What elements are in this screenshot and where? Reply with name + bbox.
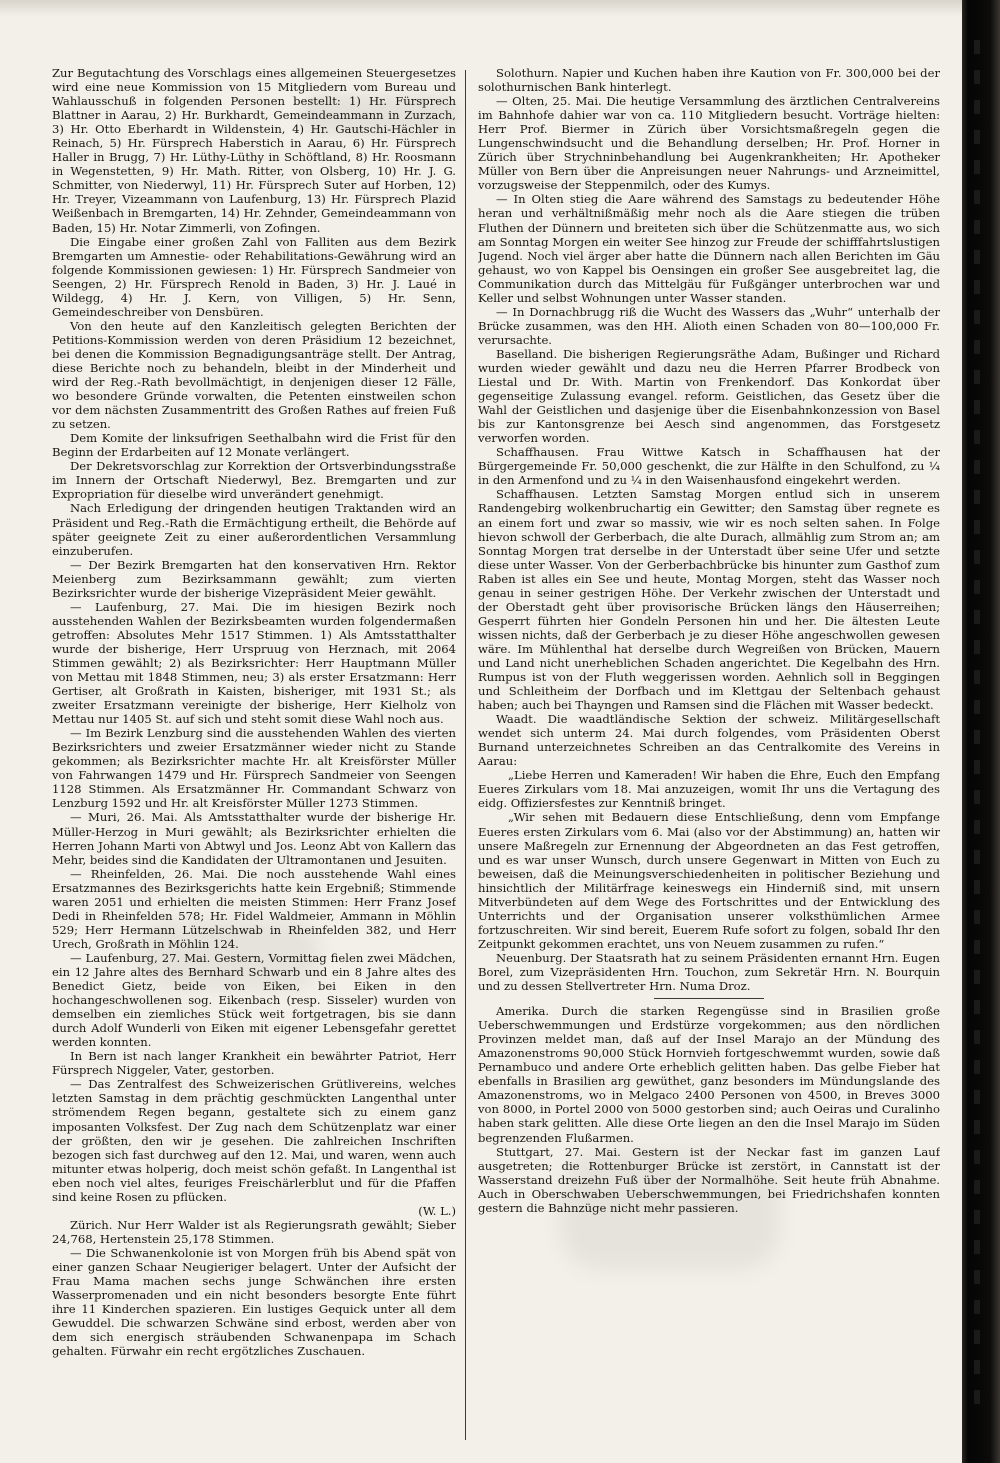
article-rheinfelden-elections: — Rheinfelden, 26. Mai. Die noch ausstehende Wahl eines Ersatzmannes des Bezirksgerichts hatte kein Ergebniß; Stimmende waren 2051 und erhielten die meisten Stimmen: Herr Franz Josef Dedi in Rheinfelden 578; Hr. Fidel Waldmeier, Ammann in Möhlin 529; Herr Hermann Lützelschwab in Rheinfelden 382, und Herr Urech, Großrath in Möhlin 124. [52,866,456,951]
article-baselland: Baselland. Die bisherigen Regierungsräthe Adam, Bußinger und Richard wurden wieder gewählt und dazu neu die Herren Pfarrer Brodbeck von Liestal und Dr. With. Martin von Frenkendorf. Das Konkordat über gegenseitige Zulassung evangel. reform. Geistlichen, das Gesetz über die Wahl der Geistlichen und dasjenige über die Eisenbahnkonzession von Basel bis zur Kantonsgrenze bei Aesch sind angenommen, das Forstgesetz verworfen worden. [478,346,940,446]
left-column [52,66,456,1446]
article-lenzburg-elections: — Im Bezirk Lenzburg sind die ausstehenden Wahlen des vierten Bezirksrichters und zweier Ersatzmänner wieder nicht zu Stande gekommen; als Bezirksrichter machte Hr. alt Kreisförster Müller von Fahrwangen 1479 und Hr. Fürsprech Sandmeier von Seengen 1128 Stimmen. Als Ersatzmänner Hr. Commandant Schwarz von Lenzburg 1592 und Hr. alt Kreisförster Müller 1273 Stimmen. [52,726,456,811]
article-bremgarten-district: — Der Bezirk Bremgarten hat den konservativen Hrn. Rektor Meienberg zum Bezirksammann gewählt; zum vierten Bezirksrichter wurde der bisherige Vizepräsident Meier gewählt. [52,557,456,600]
article-tax-commission: Zur Begutachtung des Vorschlags eines allgemeinen Steuergesetzes wird eine neue Kommission von 15 Mitgliedern vom Bureau und Wahlausschuß in folgenden Personen bestellt: 1) Hr. Fürsprech Blattner in Aarau, 2) Hr. Burkhardt, Gemeindeammann in Zurzach, 3) Hr. Otto Eberhardt in Wildenstein, 4) Hr. Gautschi-Hächler in Reinach, 5) Hr. Fürsprech Haberstich in Aarau, 6) Hr. Fürsprech Haller in Brugg, 7) Hr. Lüthy-Lüthy in Schöftland, 8) Hr. Roosmann in Wegenstetten, 9) Hr. Math. Ritter, von Olsberg, 10) Hr. J. G. Schmitter, von Niederwyl, 11) Hr. Fürsprech Suter auf Horben, 12) Hr. Treyer, Vizeammann von Laufenburg, 13) Hr. Fürsprech Plazid Weißenbach in Bremgarten, 14) Hr. Zehnder, Gemeindeammann von Baden, 15) Hr. Notar Zimmerli, von Zofingen. [52,66,456,235]
column-rule [465,70,466,1440]
article-bremgarten-amnesty: Die Eingabe einer großen Zahl von Falliten aus dem Bezirk Bremgarten um Amnestie- oder Rehabilitations-Gewährung wird an folgende Kommissionen gewiesen: 1) Hr. Fürsprech Sandmeier von Seengen, 2) Hr. Fürsprech Renold in Baden, 3) Hr. J. Laué in Wildegg, 4) Hr. J. Kern, von Villigen, 5) Hr. Senn, Gemeindeschreiber von Densbüren. [52,234,456,319]
article-olten-flood: — In Olten stieg die Aare während des Samstags zu bedeutender Höhe heran und verhältnißmäßig mehr noch als die Aare stiegen die trüben Fluthen der Dünnern und breiteten sich über die Schützenmatte aus, wo sich am Sonntag Morgen ein weiter See hinzog zur Freude der schifffahrtslustigen Jugend. Noch viel ärger aber hatte die Dünnern nach allen Berichten im Gäu gehaust, wo von Kappel bis Oensingen ein großer See ausgebreitet lag, die Communikation durch das Mittelgäu für Fußgänger unterbrochen war und Keller und selbst Wohnungen unter Wasser standen. [478,192,940,305]
article-waadt-letter-2: „Wir sehen mit Bedauern diese Entschließung, denn vom Empfange Eueres ersten Zirkulars vom 6. Mai (also vor der Abstimmung) an, hatten wir unsere Maßregeln zur Ernennung der Abgeordneten an das Fest getroffen, und es war unser Wunsch, durch unsere Gegenwart in Mitten von Euch zu beweisen, daß die Meinungsverschiedenheiten in politischer Beziehung und hinsichtlich der Militärfrage keineswegs ein Hinderniß sind, mit unsern Mitverbündeten auf dem Wege des Fortschrittes und der Entwicklung des Unterrichts und der Organisation unserer volksthümlichen Armee fortzuschreiten. Wir sind bereit, Euerem Rufe sofort zu folgen, sobald Ihr den Zeitpunkt gekommen erachtet, uns von Neuem zusammen zu rufen.“ [478,810,940,951]
section-divider [654,998,764,999]
article-olten-doctors: — Olten, 25. Mai. Die heutige Versammlung des ärztlichen Centralvereins im Bahnhofe dahier war von ca. 110 Mitgliedern besucht. Vorträge hielten: Herr Prof. Biermer in Zürich über Vorsichtsmaßregeln gegen die Lungenschwindsucht und die Behandlung derselben; Hr. Prof. Horner in Zürich über Strychninbehandlung bei Augenkrankheiten; Hr. Apotheker Müller von Bern über die Anpreisungen neuer Nahrungs- und Arzneimittel, vorzugsweise der Steppenmilch, oder des Kumys. [478,94,940,193]
article-laufenburg-rescue: — Laufenburg, 27. Mai. Gestern, Vormittag fielen zwei Mädchen, ein 12 Jahre altes des Bernhard Schwarb und ein 8 Jahre altes des Benedict Gietz, beide von Eiken, bei Eiken in den hochangeschwollenen sog. Eikenbach (resp. Sisseler) wurden von demselben ein ziemliches Stück weit fortgetragen, bis sie dann durch Adolf Wunderli von Eiken mit eigener Lebensgefahr gerettet werden konnten. [52,950,456,1050]
article-stuttgart: Stuttgart, 27. Mai. Gestern ist der Neckar fast im ganzen Lauf ausgetreten; die Rottenburger Brücke ist zerstört, in Cannstatt ist der Wasserstand dreizehn Fuß über der Normalhöhe. Seit heute früh Abnahme. Auch in Oberschwaben Ueberschwemmungen, bei Friedrichshafen konnten gestern die Bahnzüge nicht mehr passieren. [478,1144,940,1215]
article-amerika: Amerika. Durch die starken Regengüsse sind in Brasilien große Ueberschwemmungen und Erdstürze vorgekommen; aus den nördlichen Provinzen meldet man, daß auf der Insel Marajo an der Mündung des Amazonenstroms 90,000 Stück Hornvieh fortgeschwemmt wurden, sowie daß Pernambuco und andere Orte erheblich gelitten haben. Das gelbe Fieber hat ebenfalls in Brasilien arg gewüthet, ganz besonders im Mündungslande des Amazonenstroms, wo in Melgaco 2400 Personen von 4500, in Breves 3000 von 8000, in Portel 2000 von 5000 gestorben sind; auch Oeiras und Curalinho haben stark gelitten. Alle diese Orte liegen an den die Insel Marajo im Süden begrenzenden Flußarmen. [478,1004,940,1145]
scan-dark-edge [962,0,1000,1463]
article-bern-obituary: In Bern ist nach langer Krankheit ein bewährter Patriot, Herr Fürsprech Niggeler, Vater, gestorben. [52,1049,456,1078]
article-niederwyl-road: Der Dekretsvorschlag zur Korrektion der Ortsverbindungsstraße im Innern der Ortschaft Niederwyl, Bez. Bremgarten und zur Expropriation für dieselbe wird unverändert genehmigt. [52,459,456,502]
article-swan-colony: — Die Schwanenkolonie ist von Morgen früh bis Abend spät von einer ganzen Schaar Neugieriger belagert. Unter der Aufsicht der Frau Mama machen sechs junge Schwänchen ihre ersten Wasserpromenaden und ein nicht besonders besorgte Ente führt ihre 11 Kinderchen spazieren. Ein lustiges Gequick unter all dem Gewuddel. Die schwarzen Schwäne sind erbost, werden aber von dem sich energisch sträubenden Schwanenpapa im Schach gehalten. Fürwahr ein recht ergötzliches Zuschauen. [52,1245,456,1359]
article-extraordinary-session: Nach Erledigung der dringenden heutigen Traktanden wird an Präsident und Reg.-Rath die Ermächtigung ertheilt, die Behörde auf später geeignete Zeit zu einer außerordentlichen Versammlung einzuberufen. [52,501,456,558]
article-signature: (W. L.) [418,1203,456,1218]
article-waadt-letter-1: „Liebe Herren und Kameraden! Wir haben die Ehre, Euch den Empfang Eueres Zirkulars vom 18. Mai anzuzeigen, womit Ihr uns die Vertagung des eidg. Offiziersfestes zur Kenntniß bringet. [478,768,940,811]
right-column [478,66,940,1446]
article-solothurn: Solothurn. Napier und Kuchen haben ihre Kaution von Fr. 300,000 bei der solothurnischen Bank hinterlegt. [478,66,940,95]
scan-top-edge [0,0,962,16]
article-waadt: Waadt. Die waadtländische Sektion der schweiz. Militärgesellschaft wendet sich unterm 24. Mai durch folgendes, vom Präsidenten Oberst Burnand unterzeichnetes Schreiben an das Centralkomite des Vereins in Aarau: [478,712,940,769]
article-seethalbahn: Dem Komite der linksufrigen Seethalbahn wird die Frist für den Beginn der Erdarbeiten auf 12 Monate verlängert. [52,431,456,460]
article-schaffhausen-gift: Schaffhausen. Frau Wittwe Katsch in Schaffhausen hat der Bürgergemeinde Fr. 50,000 geschenkt, die zur Hälfte in den Schulfond, zu ¼ in den Armenfond und zu ¼ in den Waisenhausfond eingekehrt werden. [478,445,940,488]
article-neuenburg: Neuenburg. Der Staatsrath hat zu seinem Präsidenten ernannt Hrn. Eugen Borel, zum Vizepräsidenten Hrn. Touchon, zum Sekretär Hrn. N. Bourquin und zu dessen Stellvertreter Hrn. Numa Droz. [478,950,940,994]
article-muri-elections: — Muri, 26. Mai. Als Amtsstatthalter wurde der bisherige Hr. Müller-Herzog in Muri gewählt; als Bezirksrichter erhielten die Herren Johann Marti von Abtwyl und Jos. Leonz Abt von Kallern das Mehr, beides sind die Kandidaten der Ultramontanen und Jesuiten. [52,810,456,867]
article-laufenburg-elections: — Laufenburg, 27. Mai. Die im hiesigen Bezirk noch ausstehenden Wahlen der Bezirksbeamten wurden folgendermaßen getroffen: Absolutes Mehr 1517 Stimmen. 1) Als Amtsstatthalter wurde der bisherige, Herr Urspruug von Herznach, mit 2064 Stimmen gewählt; 2) als Bezirksrichter: Herr Hauptmann Müller von Mettau mit 1848 Stimmen, neu; 3) als erster Ersatzmann: Herr Gertiser, alt Großrath in Kaisten, bisheriger, mit 1931 St.; als zweiter Ersatzmann vereinigte der bisherige, Herr Kielholz von Mettau nur 1405 St. auf sich und steht somit diese Wahl noch aus. [52,599,456,727]
article-schaffhausen-storm: Schaffhausen. Letzten Samstag Morgen entlud sich in unserem Randengebirg wolkenbruchartig ein Gewitter; den Samstag über regnete es an einem fort und zwar so massiv, wie wir es noch selten sahen. In Folge hievon schwoll der Gerberbach, die alte Durach, allmählig zum Strom an; am Sonntag Morgen trat derselbe in der Unterstadt über seine Ufer und setzte diese unter Wasser. Von der Gerberbachbrücke bis hinunter zum Gasthof zum Raben ist alles ein See und heute, Montag Morgen, steht das Wasser noch genau in seiner gestrigen Höhe. Der Verkehr zwischen der Unterstadt und der Oberstadt geht über provisorische Brücken längs den Häuserreihen; Gesperrt führten hier Gondeln Personen hin und her. Die ältesten Leute wissen nichts, daß der Gerberbach je zu dieser Höhe angeschwollen gewesen wäre. Im Mühlenthal hat derselbe durch Wegreißen von Brücken, Mauern und Land nicht unerheblichen Schaden angerichtet. Die Kegelbahn des Hrn. Rumpus ist von der Fluth weggerissen worden. Aehnlich soll in Beggingen und Schleitheim der Dorfbach und im Klettgau der Seltenbach gehaust haben; auch bei Thayngen und Ramsen sind die Flächen mit Wasser bedeckt. [478,487,940,713]
article-dornachbrugg: — In Dornachbrugg riß die Wucht des Wassers das „Wuhr“ unterhalb der Brücke zusammen, was den HH. Alioth einen Schaden von 80—100,000 Fr. verursachte. [478,304,940,347]
article-zuerich-election: Zürich. Nur Herr Walder ist als Regierungsrath gewählt; Sieber 24,768, Hertenstein 25,178 Stimmen. [52,1217,456,1246]
article-gruetliverein-fest: — Das Zentralfest des Schweizerischen Grütlivereins, welches letzten Samstag in dem prächtig geschmückten Langenthal unter strömendem Regen begann, gestaltete sich zu einem ganz imposanten Volksfest. Der Zug nach dem Schützenplatz war einer der größten, den wir je gesehen. Die zahlreichen Inschriften bezogen sich fast durchweg auf den 12. Mai, und waren, wenn auch mitunter etwas holperig, doch meist schön gefaßt. In Langenthal ist eben noch viel altes, feuriges Freischärlerblut und für die Pfaffen sind keine Rosen zu pflücken. [52,1077,456,1204]
article-petition-commission: Von den heute auf den Kanzleitisch gelegten Berichten der Petitions-Kommission werden von deren Präsidium 12 bezeichnet, bei denen die Kommission Begnadigungsanträge stellt. Der Antrag, diese Berichte noch zu behandeln, bleibt in der Minderheit und wird der Reg.-Rath bevollmächtigt, in denjenigen dieser 12 Fälle, wo besondere Gründe vorwalten, die Petenten einstweilen schon vor dem nächsten Zusammentritt des Großen Rathes auf freien Fuß zu setzen. [52,318,456,432]
